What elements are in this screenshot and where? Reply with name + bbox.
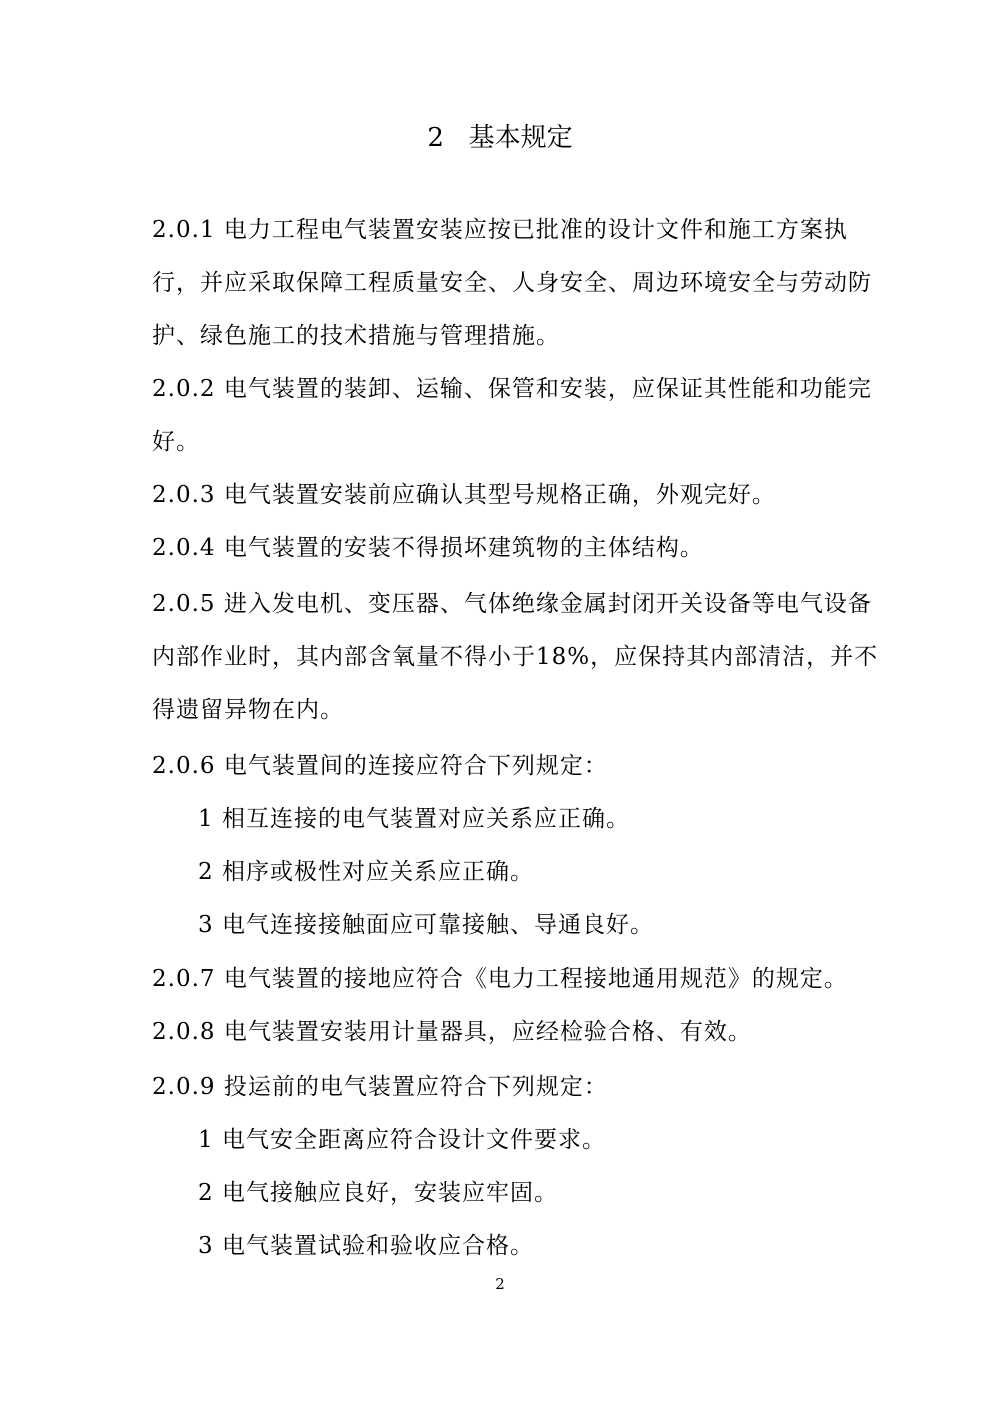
clause-2-0-7: 2.0.7 电气装置的接地应符合《电力工程接地通用规范》的规定。 <box>152 966 848 992</box>
clause-2-0-8: 2.0.8 电气装置安装用计量器具，应经检验合格、有效。 <box>152 1019 752 1045</box>
clause-2-0-1-line-1: 2.0.1 电力工程电气装置安装应按已批准的设计文件和施工方案执 <box>152 217 848 243</box>
page-number: 2 <box>495 1275 505 1293</box>
clause-2-0-2-line-1: 2.0.2 电气装置的装卸、运输、保管和安装，应保证其性能和功能完 <box>152 376 872 402</box>
chapter-title: 2 基本规定 <box>427 123 573 153</box>
clause-2-0-1-line-3: 护、绿色施工的技术措施与管理措施。 <box>152 323 560 349</box>
clause-2-0-6: 2.0.6 电气装置间的连接应符合下列规定： <box>152 753 608 779</box>
clause-2-0-5-line-3: 得遗留异物在内。 <box>152 697 344 723</box>
clause-2-0-1-line-2: 行，并应采取保障工程质量安全、人身安全、周边环境安全与劳动防 <box>152 270 872 296</box>
clause-2-0-5-line-2: 内部作业时，其内部含氧量不得小于18%，应保持其内部清洁，并不 <box>152 644 879 670</box>
clause-2-0-9-item-3: 3 电气装置试验和验收应合格。 <box>198 1233 534 1259</box>
clause-2-0-9-item-1: 1 电气安全距离应符合设计文件要求。 <box>198 1127 606 1153</box>
clause-2-0-5-line-1: 2.0.5 进入发电机、变压器、气体绝缘金属封闭开关设备等电气设备 <box>152 591 872 617</box>
clause-2-0-6-item-2: 2 相序或极性对应关系应正确。 <box>198 859 534 885</box>
clause-2-0-3: 2.0.3 电气装置安装前应确认其型号规格正确，外观完好。 <box>152 482 776 508</box>
clause-2-0-4: 2.0.4 电气装置的安装不得损坏建筑物的主体结构。 <box>152 535 704 561</box>
clause-2-0-2-line-2: 好。 <box>152 429 200 455</box>
clause-2-0-6-item-1: 1 相互连接的电气装置对应关系应正确。 <box>198 806 630 832</box>
clause-2-0-6-item-3: 3 电气连接接触面应可靠接触、导通良好。 <box>198 912 654 938</box>
clause-2-0-9: 2.0.9 投运前的电气装置应符合下列规定： <box>152 1074 608 1100</box>
clause-2-0-9-item-2: 2 电气接触应良好，安装应牢固。 <box>198 1180 558 1206</box>
